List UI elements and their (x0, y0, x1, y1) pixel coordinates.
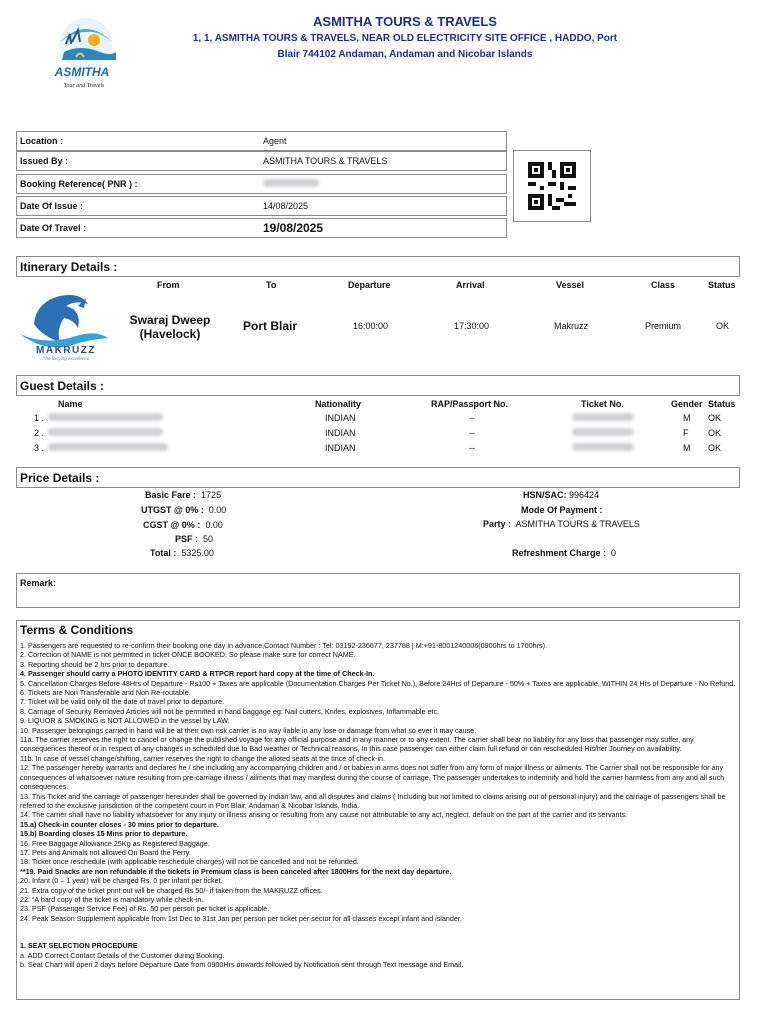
makruzz-logo (16, 290, 122, 362)
basic-fare-label: Basic Fare : (145, 490, 197, 500)
travel-date-row (16, 218, 507, 238)
psf-value: 50 (203, 534, 214, 544)
col-rap: RAP/Passport No. (431, 399, 509, 409)
guest-name-redacted (48, 428, 163, 438)
party-row (483, 519, 640, 529)
basic-fare-value: 1725 (201, 490, 222, 500)
term-item: 17. Pets and Animals not allowed On Board the Ferry. (20, 847, 191, 857)
term-item: 11a. The carrier reserves the right to cancel or change the published voyage for any official purpose and in any manner or to any extent. The carrier shall bear no liability for any loss that passenger may suffer, any consequences thereof or in respect of any changes in scheduled due to Bad weather or Technical reasons, In this case passenger can either claim full refund or can rescheduled His/her Journey on availability. (20, 735, 694, 754)
term-item: 3. Reporting should be 2 hrs prior to departure. (20, 659, 170, 669)
guest-status: OK (708, 428, 722, 438)
utgst-value: 0.00 (208, 505, 227, 515)
payment-mode-label: Mode Of Payment : (521, 505, 603, 515)
term-item: 1. Passengers are requested to re-confirm their booking one day in advance,Contact Number : Tel: 03192-236677, 237788 | M:+91-8001240006(0900hrs to 1700hrs). (20, 641, 547, 650)
guest-rap: -- (469, 443, 475, 453)
term-item: 15.a) Check-in counter closes - 30 mins prior to departure. (20, 819, 219, 829)
term-item: 13. This Ticket and the carriage of passenger hereunder shall be governed by Indian law, and all disputes and claims ( Including but not limited to claims arising out of personal injury) and the carriage of passengers shall be referred to the exclusive jurisdiction of the competent court in Port Blair, Andaman & Nicobar Islands, India. (20, 791, 726, 810)
terms-title: Terms & Conditions (20, 623, 134, 637)
hsn-label: HSN/SAC: (523, 490, 567, 500)
basic-fare-row (145, 490, 221, 500)
guest-rap: -- (469, 413, 475, 423)
itinerary-section-title: Itinerary Details : (16, 256, 740, 277)
location-value: Agent (263, 136, 287, 146)
issue-date-value: 14/08/2025 (263, 201, 309, 211)
travel-class: Premium (645, 321, 682, 331)
location-label: Location : (20, 136, 63, 146)
issued-by-row (16, 151, 507, 171)
col-class: Class (651, 280, 676, 290)
company-title: ASMITHA TOURS & TRAVELS (313, 14, 497, 29)
qr-code-box (513, 150, 591, 222)
cgst-label: CGST @ 0% : (143, 520, 201, 530)
total-label: Total : (150, 548, 177, 558)
location-row (16, 131, 507, 151)
guest-nationality: INDIAN (325, 443, 356, 453)
guest-number: 2 . (34, 428, 45, 438)
issue-date-label: Date Of Issue : (20, 201, 84, 211)
party-value: ASMITHA TOURS & TRAVELS (515, 519, 640, 529)
col-status: Status (708, 280, 736, 290)
term-item: 5. Cancellation Charges Before 48Hrs of Departure - Rs100 + Taxes are applicable (Documentation Charges Per Ticket No.), Before 24Hrs of Departure - 50% + Taxes are applicable, WITHIN 24 Hrs of Departure - No Refund. (20, 678, 736, 688)
term-item: 11b. In case of vessel change/shifting, carrier reserves the right to change the alloted seats at the tince of check-in. (20, 753, 386, 763)
term-item: 24. Peak Season Supplement applicable from 1st Dec to 31st Jan per person per ticket per sector for all classes except infant and islander. (20, 913, 462, 923)
terms-gap (20, 923, 736, 941)
logo-sub-text: Tour and Travels (63, 83, 105, 89)
col-from: From (157, 280, 180, 290)
makruzz-logo-text: MAKRUZZ (36, 345, 96, 356)
term-item: 18. Ticket once reschedule (with applicable reschedule charges) will not be cancelled and not be refunded. (20, 857, 359, 867)
company-address-line2: Blair 744102 Andaman, Andaman and Nicobar Islands (277, 49, 533, 60)
vessel-name: Makruzz (554, 321, 589, 331)
guest-name-redacted (48, 413, 163, 423)
payment-mode-row (521, 505, 603, 515)
trip-status: OK (716, 321, 730, 331)
guest-section-title: Guest Details : (16, 375, 740, 396)
term-item: **19. Paid Snacks are non refundable if the tickets in Premium class is been canceled after 1800Hrs for the next day departure. (20, 866, 452, 876)
terms-list (20, 641, 736, 969)
terms-box (16, 620, 740, 1000)
term-item: 8. Carriage of Security Removed Articles will not be permitted in hand baggage eg: Nail cutters, Knifes, explosives, Inflammable etc. (20, 706, 440, 716)
issued-by-label: Issued By : (20, 156, 69, 166)
guest-number: 1 . (34, 413, 45, 423)
seat-procedure-item: b. Seat Chart will open 2 days before Departure Date from 0900Hrs onwards followed by Notification sent through Text message and Email. (20, 960, 464, 969)
seat-procedure-item: a. ADD Correct Contact Details of the Customer during Booking. (20, 950, 225, 960)
refreshment-row (512, 548, 616, 558)
hsn-row (523, 490, 599, 500)
departure-time: 16:00:00 (353, 321, 389, 331)
guest-ticket-redacted (572, 443, 634, 453)
guest-gender: M (683, 443, 691, 453)
asmitha-logo (40, 14, 125, 96)
remark-label: Remark: (20, 578, 57, 588)
refreshment-value: 0 (611, 548, 617, 558)
term-item: 7. Ticket will be valid only till the date of travel prior to departure. (20, 697, 225, 707)
psf-row (175, 534, 213, 544)
guest-ticket-redacted (572, 413, 634, 423)
travel-date-value: 19/08/2025 (263, 221, 324, 235)
pnr-label: Booking Reference( PNR ) : (20, 179, 138, 189)
utgst-row (141, 505, 226, 515)
logo-brand-text: ASMITHA (54, 65, 110, 79)
term-item: 22. “A hard copy of the ticket is mandatory while check-in. (20, 894, 204, 904)
term-item: 16. Free Baggage Allowance 25Kg as Registered Baggage. (20, 838, 210, 848)
guest-name-redacted (48, 443, 168, 453)
guest-status: OK (708, 413, 722, 423)
col-departure: Departure (348, 280, 391, 290)
seat-procedure-item: 1. SEAT SELECTION PROCEDURE (20, 941, 138, 951)
term-item: 14. The carrier shall have no liability whatsoever for any injury or illness arising or resulting from any cause not attributable to any act, neglect, default on the part of the carrier and its servants. (20, 810, 628, 820)
cgst-row (143, 520, 223, 530)
col-gender: Gender (671, 399, 703, 409)
utgst-label: UTGST @ 0% : (141, 505, 204, 515)
issued-by-value: ASMITHA TOURS & TRAVELS (263, 156, 388, 166)
guest-number: 3 . (34, 443, 45, 453)
from-port-line2: (Havelock) (139, 327, 201, 341)
term-item: 9. LIQUOR & SMOKING is NOT ALLOWED in the vessel by LAW. (20, 716, 230, 726)
remark-box (16, 573, 740, 608)
guest-gender: M (683, 413, 691, 423)
term-item: 15.b) Boarding closes 15 Mins prior to departure. (20, 829, 188, 839)
col-nationality: Nationality (315, 399, 362, 409)
col-guest-status: Status (708, 399, 736, 409)
issue-date-row (16, 196, 507, 216)
party-label: Party : (483, 519, 512, 529)
col-ticket: Ticket No. (581, 399, 624, 409)
col-to: To (266, 280, 277, 290)
makruzz-tagline: The ferrying excellence (42, 356, 90, 361)
total-value: 5325.00 (181, 548, 214, 558)
term-item: 21. Extra copy of the ticket print out will be charged Rs 50/- if taken from the MAKRUZZ offices. (20, 885, 323, 895)
from-port (120, 313, 220, 341)
to-port: Port Blair (243, 319, 298, 333)
psf-label: PSF : (175, 534, 199, 544)
term-item: 12. The passenger hereby warrants and declares he / she including any accompanying children and / or babies in arms does not suffer from any form of major illness or ailments. The Carrier shall not be responsible for any consequences of whatsoever nature resulting from pre-carriage illness / ailments that may manifest during the course of carriage. The passenger undertakes to indemnify and hold the carrier harmless from any and all such consequences. (20, 763, 725, 792)
term-item: 10. Passenger belongings carried in hand will be at their own risk carrier is no way liable in any lose or damage from what so ever it may cause. (20, 725, 477, 735)
refreshment-label: Refreshment Charge : (512, 548, 607, 558)
total-row (150, 548, 214, 558)
qr-code-icon (528, 162, 576, 210)
from-port-line1: Swaraj Dweep (129, 313, 211, 327)
company-address-line1: 1, 1, ASMITHA TOURS & TRAVELS, NEAR OLD ELECTRICITY SITE OFFICE , HADDO, Port (192, 33, 618, 44)
term-item: 23. PSF (Passenger Service Fee) of Rs. 50 per person per ticket is applicable. (20, 904, 270, 914)
col-vessel: Vessel (556, 280, 585, 290)
guest-gender: F (683, 428, 689, 438)
pnr-row (16, 174, 507, 194)
term-item: 2. Correction of NAME is not permitted in ticket ONCE BOOKED. So please make sure for correct NAME. (20, 650, 356, 660)
hsn-value: 996424 (569, 490, 600, 500)
pnr-value-redacted (263, 179, 319, 189)
guest-ticket-redacted (572, 428, 634, 438)
guest-status: OK (708, 443, 722, 453)
col-name: Name (58, 399, 83, 409)
price-section-title: Price Details : (16, 467, 740, 488)
guest-nationality: INDIAN (325, 413, 356, 423)
guest-nationality: INDIAN (325, 428, 356, 438)
travel-date-label: Date Of Travel : (20, 223, 87, 233)
term-item: 20. Infant (0 – 1 year) will be charged Rs. 0 per infant per ticket. (20, 876, 223, 886)
arrival-time: 17:30:00 (454, 321, 490, 331)
col-arrival: Arrival (456, 280, 485, 290)
term-item: 4. Passenger should carry a PHOTO IDENTITY CARD & RTPCR report hard copy at the time of Check-In. (20, 669, 375, 679)
cgst-value: 0.00 (205, 520, 223, 530)
guest-rap: -- (469, 428, 475, 438)
term-item: 6. Tickets are Non Transferable and Non Re-routable. (20, 688, 191, 698)
